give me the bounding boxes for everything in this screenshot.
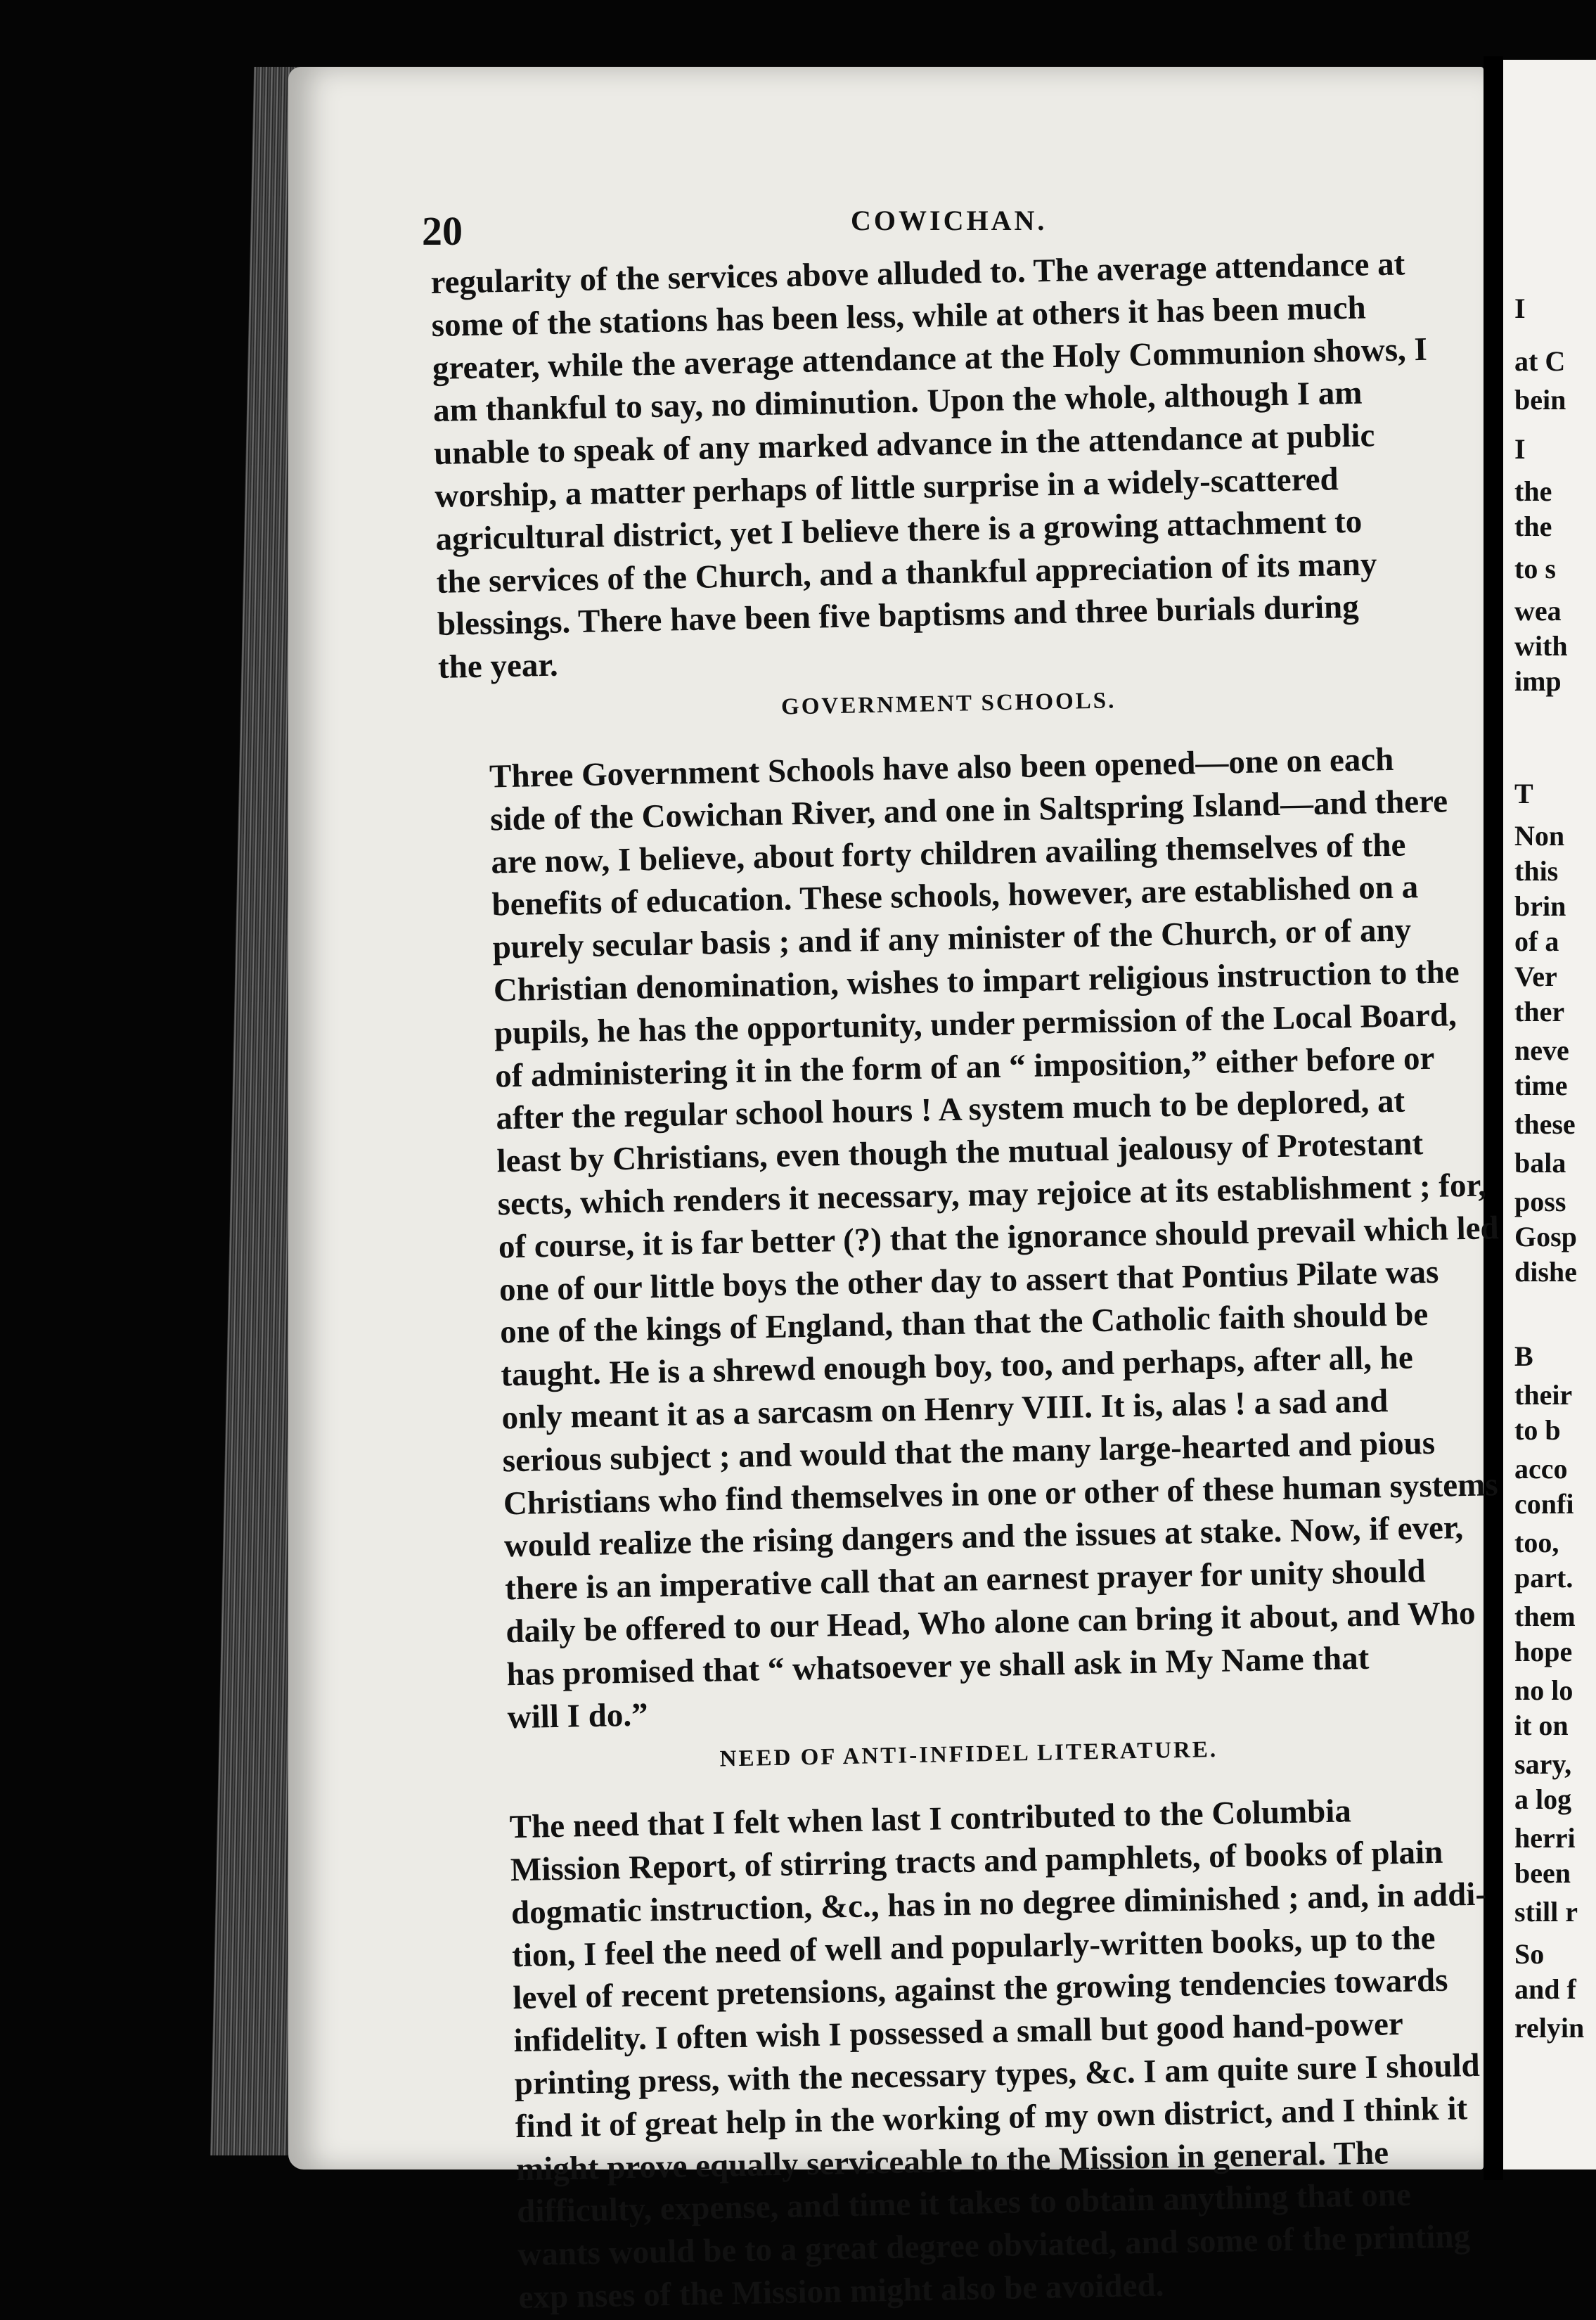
paragraph-attendance — [430, 242, 1457, 689]
facing-page-fragment: to s — [1514, 553, 1556, 584]
text-line: taught. He is a shrewd enough boy, too, and perhaps, after all, he — [500, 1339, 1414, 1394]
facing-page-fragment: the — [1514, 511, 1552, 542]
facing-page-fragment: hope — [1514, 1636, 1573, 1667]
page-number: 20 — [422, 208, 463, 254]
text-line: of course, it is far better (?) that the ignorance should prevail which led — [498, 1209, 1500, 1266]
facing-page-fragment: Ver — [1514, 961, 1557, 992]
text-line: The need that I felt when last I contributed to the Columbia — [509, 1793, 1352, 1846]
facing-page-fragment: herri — [1514, 1822, 1576, 1854]
facing-page-fragment: ther — [1514, 996, 1565, 1027]
text-line: difficulty, expense, and time it takes to obtain anything that one — [516, 2177, 1412, 2231]
facing-page-fragment: relyin — [1514, 2012, 1585, 2044]
page-body — [430, 242, 1500, 2320]
paragraph-government-schools — [440, 737, 1500, 1740]
text-line: am thankful to say, no diminution. Upon the whole, although I am — [432, 374, 1363, 430]
text-line: printing press, with the necessary types, &c. I am quite sure I should — [514, 2046, 1481, 2103]
facing-page-fragment: poss — [1514, 1186, 1566, 1217]
facing-page-fragment: the — [1514, 475, 1552, 507]
text-line: regularity of the services above alluded to. The average attendance at — [430, 245, 1405, 301]
text-line: Mission Report, of stirring tracts and pamphlets, of books of plain — [510, 1833, 1443, 1889]
text-line: side of the Cowichan River, and one in Saltspring Island—and there — [489, 783, 1448, 838]
facing-page-fragment: I — [1514, 293, 1526, 324]
text-line: tion, I feel the need of well and popularly-written books, up to the — [511, 1919, 1436, 1974]
text-line: of administering it in the form of an “ imposition,” either before or — [494, 1039, 1435, 1094]
facing-page-fragment: neve — [1514, 1034, 1569, 1066]
facing-page-fragment: confi — [1514, 1488, 1574, 1520]
text-line: will I do.” — [507, 1696, 649, 1736]
text-line: dogmatic instruction, &c., has in no degree diminished ; and, in addi- — [510, 1876, 1487, 1932]
text-line: the services of the Church, and a thankful appreciation of its many — [436, 545, 1377, 601]
facing-page-fragment: been — [1514, 1857, 1571, 1889]
text-line: unable to speak of any marked advance in the attendance at public — [433, 417, 1375, 473]
facing-page-fragment: and f — [1514, 1973, 1576, 2005]
facing-page-fragment: Gosp — [1514, 1221, 1577, 1252]
text-line: worship, a matter perhaps of little surprise in a widely-scattered — [434, 461, 1339, 515]
text-line: Christian denomination, wishes to impart religious instruction to the — [493, 954, 1460, 1009]
text-line: pupils, he has the opportunity, under permission of the Local Board, — [494, 996, 1457, 1052]
facing-page-fragment: time — [1514, 1070, 1568, 1101]
facing-page-fragment: sary, — [1514, 1748, 1572, 1780]
text-line: level of recent pretensions, against the growing tendencies towards — [512, 1962, 1448, 2017]
facing-page-fragment: at C — [1514, 345, 1566, 377]
facing-page-fragment: still r — [1514, 1896, 1578, 1928]
facing-page-fragment: So — [1514, 1938, 1545, 1970]
facing-page-fragment: with — [1514, 630, 1568, 662]
text-line: serious subject ; and would that the many large-hearted and pious — [502, 1424, 1436, 1480]
facing-page-fragment: bein — [1514, 384, 1566, 416]
text-line: exp nses of the Mission might also be avoided. — [518, 2267, 1164, 2316]
facing-page-fragment: I — [1514, 433, 1526, 465]
text-line: daily be offered to our Head, Who alone can bring it about, and Who — [505, 1594, 1476, 1651]
text-line: benefits of education. These schools, however, are established on a — [491, 869, 1419, 923]
facing-page-fragment: their — [1514, 1379, 1573, 1411]
text-line: might prove equally serviceable to the Mission in general. The — [515, 2134, 1389, 2188]
text-line: after the regular school hours ! A system much to be deplored, at — [495, 1082, 1405, 1137]
facing-page-fragment: dishe — [1514, 1256, 1577, 1288]
facing-page-fragment: wea — [1514, 595, 1562, 627]
facing-page-fragment: brin — [1514, 890, 1566, 922]
facing-page-fragment: this — [1514, 855, 1559, 887]
text-line: agricultural district, yet I believe there is a growing attachment to — [435, 503, 1363, 558]
text-line: infidelity. I often wish I possessed a small but good hand-power — [513, 2006, 1404, 2060]
facing-page-fragment: acco — [1514, 1453, 1568, 1485]
text-line: purely secular basis ; and if any minister of the Church, or of any — [492, 911, 1412, 966]
facing-page-fragment: these — [1514, 1108, 1576, 1140]
text-line: only meant it as a sarcasm on Henry VIII. It is, alas ! a sad and — [501, 1383, 1389, 1437]
text-line: Three Government Schools have also been opened—one on each — [489, 741, 1394, 795]
facing-page-fragment: B — [1514, 1340, 1533, 1372]
text-line: has promised that “ whatsoever ye shall ask in My Name that — [506, 1639, 1370, 1693]
text-line: sects, which renders it necessary, may rejoice at its establishment ; for, — [497, 1167, 1487, 1223]
facing-page-fragment: it on — [1514, 1710, 1569, 1741]
text-line: would realize the rising dangers and the issues at stake. Now, if ever, — [503, 1509, 1464, 1565]
text-line: wants would be to a great degree obviated, and some of the printing — [517, 2218, 1471, 2274]
text-line: the year. — [437, 646, 559, 686]
heading-government-schools: GOVERNMENT SCHOOLS. — [780, 688, 1116, 720]
facing-page-fragment: a log — [1514, 1783, 1572, 1815]
text-line: there is an imperative call that an earnest prayer for unity should — [504, 1553, 1426, 1608]
facing-page-fragment: part. — [1514, 1562, 1574, 1594]
facing-page-fragment: to b — [1514, 1414, 1561, 1446]
text-line: are now, I believe, about forty children availing themselves of the — [490, 826, 1406, 881]
facing-page-fragment: of a — [1514, 925, 1559, 957]
facing-page-fragment: T — [1514, 778, 1533, 809]
gutter — [1484, 56, 1503, 2180]
facing-page-fragment: no lo — [1514, 1674, 1574, 1706]
text-line: greater, while the average attendance at the Holy Communion shows, I — [432, 331, 1428, 387]
text-line: some of the stations has been less, while at others it has been much — [431, 289, 1367, 344]
facing-page-fragment: bala — [1514, 1147, 1566, 1179]
facing-page — [1503, 60, 1596, 2170]
heading-anti-infidel-literature: NEED OF ANTI-INFIDEL LITERATURE. — [719, 1737, 1218, 1772]
facing-page-fragment: Non — [1514, 820, 1565, 852]
paragraph-anti-infidel-literature — [460, 1788, 1489, 2320]
facing-page-fragment: imp — [1514, 665, 1562, 697]
text-line: Christians who find themselves in one or other of these human systems — [503, 1466, 1499, 1522]
facing-page-fragment: too, — [1514, 1527, 1559, 1558]
text-line: one of our little boys the other day to assert that Pontius Pilate was — [498, 1253, 1439, 1308]
facing-page-fragment: them — [1514, 1601, 1576, 1632]
text-line: blessings. There have been five baptisms and three burials during — [437, 589, 1360, 643]
text-line: find it of great help in the working of my own district, and I think it — [515, 2090, 1468, 2146]
text-line: least by Christians, even though the mutual jealousy of Protestant — [496, 1125, 1424, 1180]
text-line: one of the kings of England, than that the Catholic faith should be — [499, 1296, 1429, 1351]
running-head: COWICHAN. — [851, 205, 1048, 236]
